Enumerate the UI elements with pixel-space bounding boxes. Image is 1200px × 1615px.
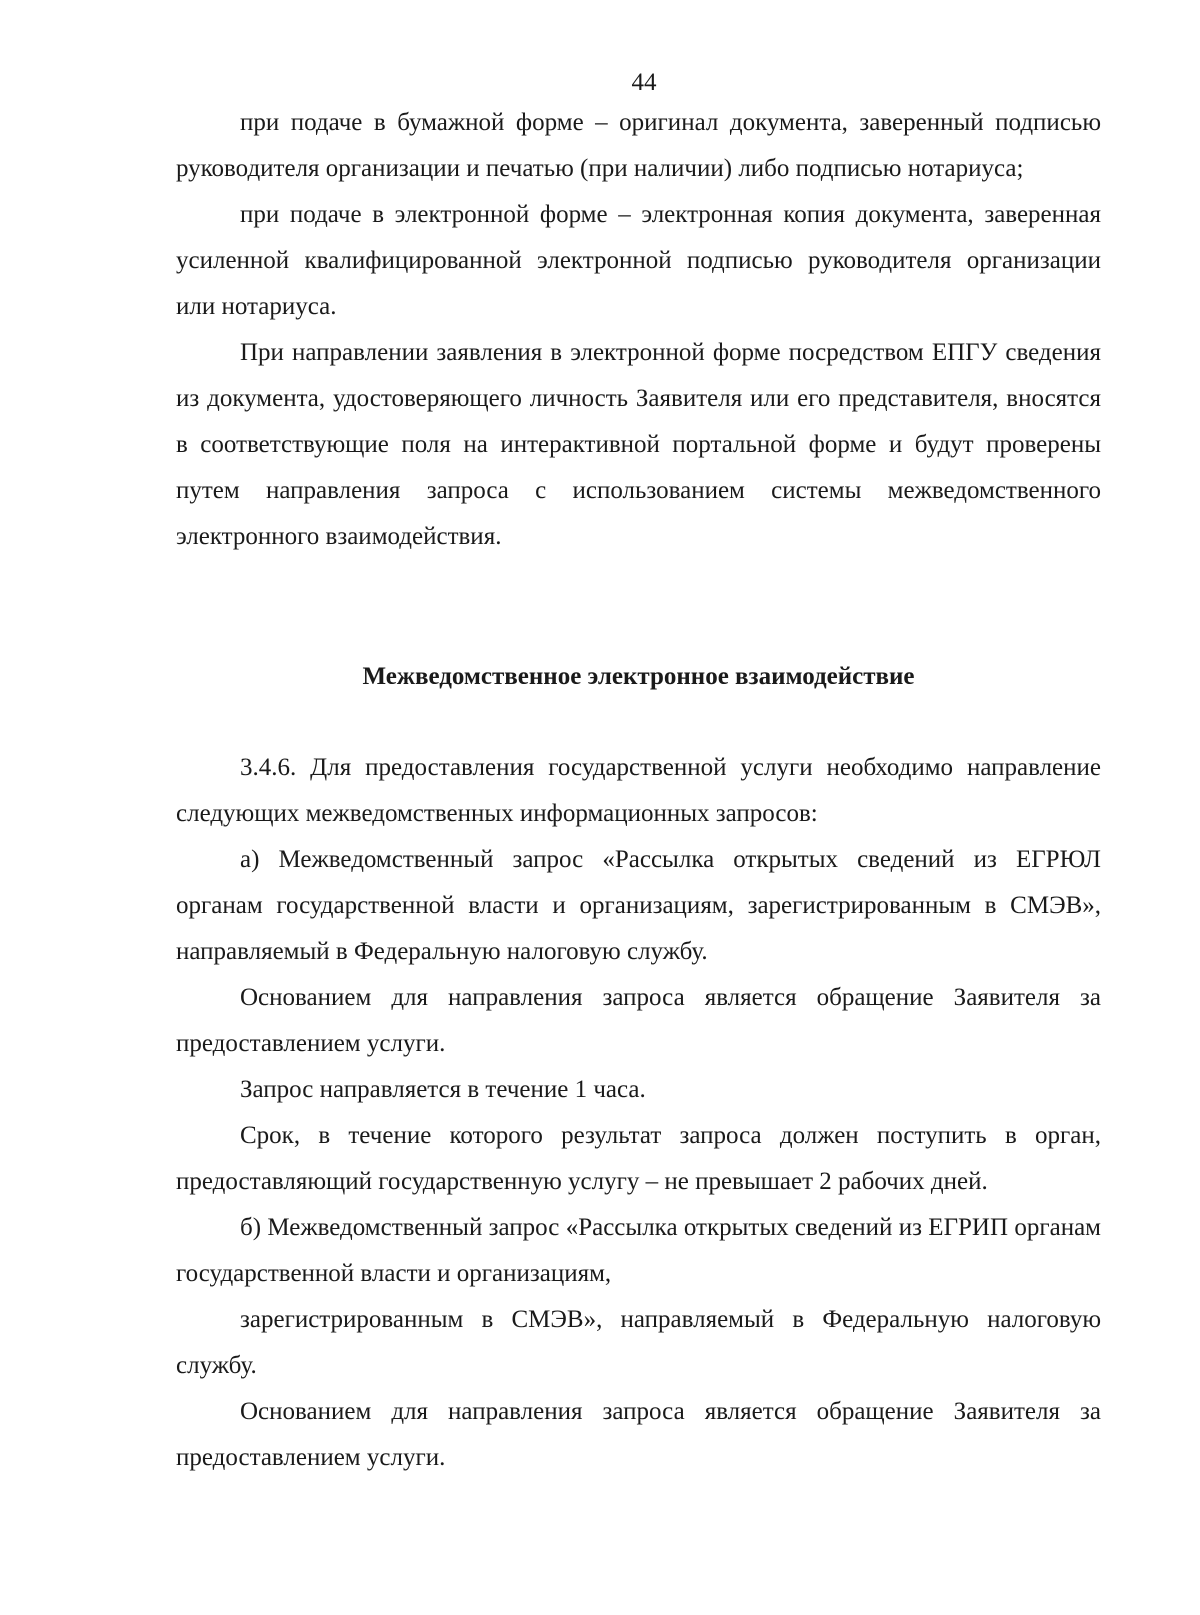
paragraph-request-b-basis: Основанием для направления запроса является обращение Заявителя за предоставлением услуги. xyxy=(176,1398,1101,1471)
paragraph-request-b: б) Межведомственный запрос «Рассылка открытых сведений из ЕГРИП органам государственной власти и организациям, xyxy=(176,1214,1101,1287)
paragraph-request-a: а) Межведомственный запрос «Рассылка открытых сведений из ЕГРЮЛ органам государственной власти и организациям, зарегистрированным в СМЭВ», направляемый в Федеральную налоговую службу. xyxy=(176,846,1101,965)
body-text-block-2 xyxy=(176,745,1101,1481)
paragraph-epgu-identity: При направлении заявления в электронной форме посредством ЕПГУ сведения из документа, удостоверяющего личность Заявителя или его представителя, вносятся в соответствующие поля на интерактивной портальной форме и будут проверены путем направления запроса с использованием системы межведомственного электронного взаимодействия. xyxy=(176,339,1101,550)
paragraph-electronic-submission: при подаче в электронной форме – электронная копия документа, заверенная усиленной квалифицированной электронной подписью руководителя организации или нотариуса. xyxy=(176,201,1101,320)
body-text-block-1 xyxy=(176,100,1101,560)
paragraph-request-a-timing: Запрос направляется в течение 1 часа. xyxy=(240,1076,646,1103)
paragraph-paper-submission: при подаче в бумажной форме – оригинал документа, заверенный подписью руководителя организации и печатью (при наличии) либо подписью нотариуса; xyxy=(176,109,1101,182)
paragraph-3-4-6: 3.4.6. Для предоставления государственной услуги необходимо направление следующих межведомственных информационных запросов: xyxy=(176,754,1101,827)
page-number: 44 xyxy=(631,69,657,96)
paragraph-request-b-continued: зарегистрированным в СМЭВ», направляемый в Федеральную налоговую службу. xyxy=(176,1306,1101,1379)
paragraph-request-a-deadline: Срок, в течение которого результат запроса должен поступить в орган, предоставляющий государственную услугу – не превышает 2 рабочих дней. xyxy=(176,1122,1101,1195)
section-heading: Межведомственное электронное взаимодействие xyxy=(362,663,915,690)
paragraph-request-a-basis: Основанием для направления запроса является обращение Заявителя за предоставлением услуги. xyxy=(176,984,1101,1057)
